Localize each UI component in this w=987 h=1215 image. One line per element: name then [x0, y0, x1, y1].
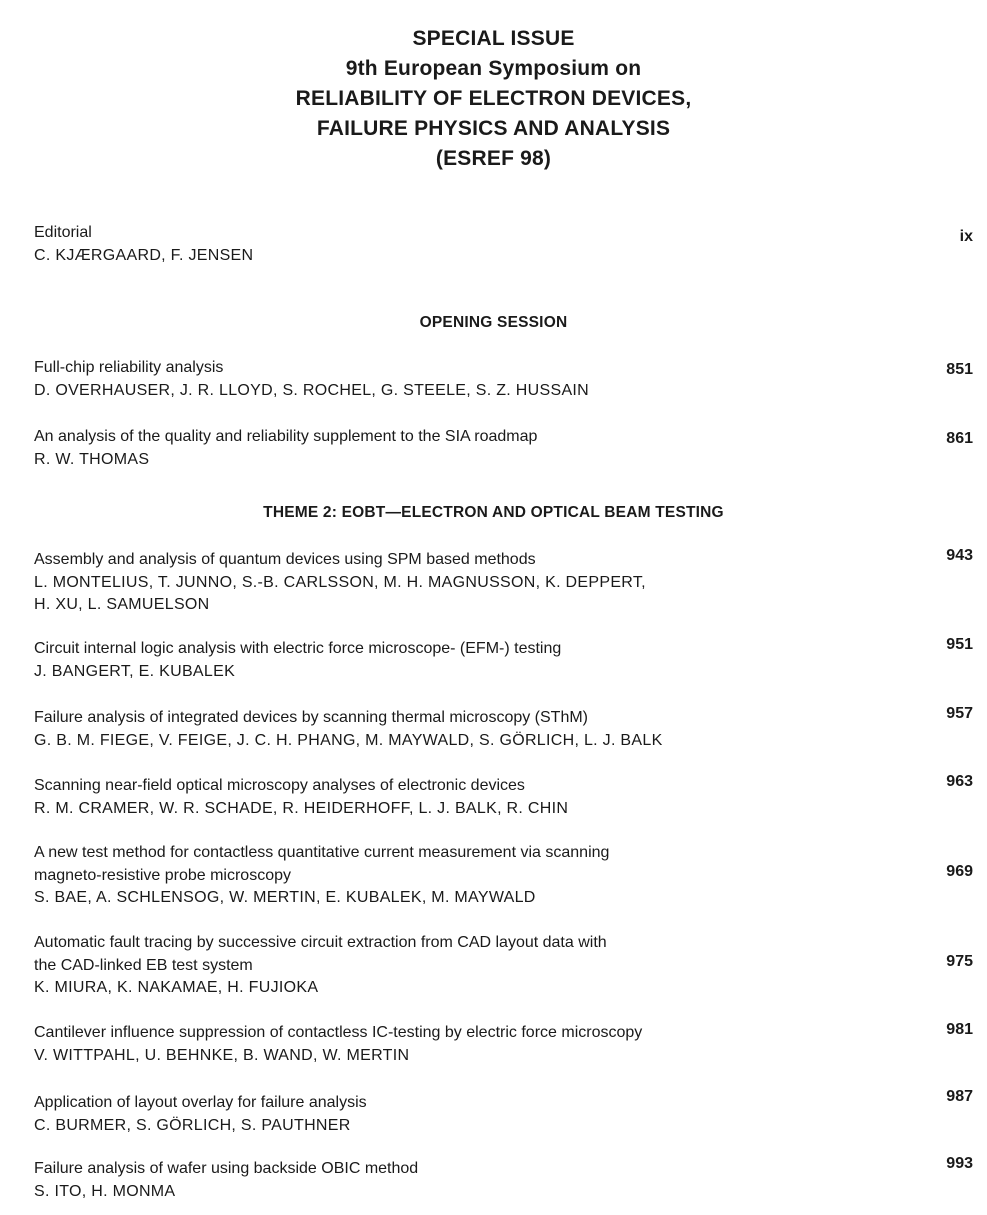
- entry-page-number: 963: [946, 773, 973, 790]
- entry-authors: V. WITTPAHL, U. BEHNKE, B. WAND, W. MERTIN: [34, 1046, 410, 1064]
- section-heading-theme2: THEME 2: EOBT—ELECTRON AND OPTICAL BEAM TESTING: [263, 504, 724, 521]
- toc-entry: [34, 549, 954, 617]
- entry-authors: R. W. THOMAS: [34, 450, 150, 468]
- toc-entry: [34, 707, 954, 752]
- toc-entry-editorial: [34, 222, 954, 267]
- entry-authors-line2: H. XU, L. SAMUELSON: [34, 596, 210, 613]
- header-conference-code: (ESREF 98): [435, 147, 552, 170]
- entry-title: Scanning near-field optical microscopy analyses of electronic devices: [34, 777, 525, 794]
- entry-page-number: 993: [946, 1155, 973, 1172]
- entry-authors: S. BAE, A. SCHLENSOG, W. MERTIN, E. KUBALEK, M. MAYWALD: [34, 889, 536, 906]
- entry-authors: D. OVERHAUSER, J. R. LLOYD, S. ROCHEL, G. STEELE, S. Z. HUSSAIN: [34, 381, 590, 399]
- entry-page-number: 987: [946, 1088, 973, 1105]
- entry-authors: C. KJÆRGAARD, F. JENSEN: [34, 246, 254, 264]
- entry-title: Editorial: [34, 224, 92, 241]
- entry-authors: S. ITO, H. MONMA: [34, 1182, 176, 1200]
- entry-title: Failure analysis of integrated devices by scanning thermal microscopy (SThM): [34, 709, 589, 726]
- entry-title-line2: magneto-resistive probe microscopy: [34, 866, 291, 884]
- header-symposium: 9th European Symposium on: [345, 57, 642, 80]
- entry-page-number: 969: [946, 863, 973, 880]
- header-special-issue: SPECIAL ISSUE: [412, 27, 575, 50]
- entry-page-number: 957: [946, 705, 973, 722]
- entry-authors-line1: L. MONTELIUS, T. JUNNO, S.-B. CARLSSON, M. H. MAGNUSSON, K. DEPPERT,: [34, 573, 646, 591]
- entry-title-line1: A new test method for contactless quantitative current measurement via scanning: [34, 844, 610, 861]
- entry-title: Assembly and analysis of quantum devices using SPM based methods: [34, 551, 536, 568]
- entry-title: Application of layout overlay for failure analysis: [34, 1094, 367, 1111]
- entry-page-number: ix: [959, 228, 973, 245]
- toc-entry: [34, 842, 954, 910]
- toc-entry: [34, 1022, 954, 1067]
- toc-entry: [34, 932, 954, 1000]
- issue-header: [0, 24, 987, 174]
- entry-title: Failure analysis of wafer using backside OBIC method: [34, 1160, 419, 1177]
- section-heading-opening: OPENING SESSION: [419, 314, 568, 331]
- entry-page-number: 861: [946, 430, 973, 447]
- toc-entry: [34, 426, 954, 471]
- entry-page-number: 975: [946, 953, 973, 970]
- toc-entry: [34, 638, 954, 683]
- entry-title: Circuit internal logic analysis with electric force microscope- (EFM-) testing: [34, 640, 562, 657]
- entry-authors: C. BURMER, S. GÖRLICH, S. PAUTHNER: [34, 1116, 351, 1134]
- header-topic-line2: FAILURE PHYSICS AND ANALYSIS: [316, 117, 671, 140]
- toc-entry: [34, 1158, 954, 1203]
- toc-entry: [34, 357, 954, 402]
- toc-entry: [34, 775, 954, 820]
- entry-page-number: 951: [946, 636, 973, 653]
- entry-authors: K. MIURA, K. NAKAMAE, H. FUJIOKA: [34, 979, 319, 996]
- entry-page-number: 981: [946, 1021, 973, 1038]
- entry-authors: R. M. CRAMER, W. R. SCHADE, R. HEIDERHOFF, L. J. BALK, R. CHIN: [34, 799, 569, 817]
- entry-title: Full-chip reliability analysis: [34, 359, 224, 376]
- entry-title: An analysis of the quality and reliability supplement to the SIA roadmap: [34, 428, 538, 445]
- entry-title-line2: the CAD-linked EB test system: [34, 956, 253, 974]
- entry-page-number: 851: [946, 361, 973, 378]
- header-topic-line1: RELIABILITY OF ELECTRON DEVICES,: [295, 87, 692, 110]
- entry-authors: J. BANGERT, E. KUBALEK: [34, 662, 236, 680]
- toc-entry: [34, 1092, 954, 1137]
- entry-authors: G. B. M. FIEGE, V. FEIGE, J. C. H. PHANG, M. MAYWALD, S. GÖRLICH, L. J. BALK: [34, 731, 663, 749]
- entry-page-number: 943: [946, 547, 973, 564]
- entry-title: Cantilever influence suppression of contactless IC-testing by electric force microscopy: [34, 1024, 643, 1041]
- entry-title-line1: Automatic fault tracing by successive circuit extraction from CAD layout data with: [34, 934, 607, 951]
